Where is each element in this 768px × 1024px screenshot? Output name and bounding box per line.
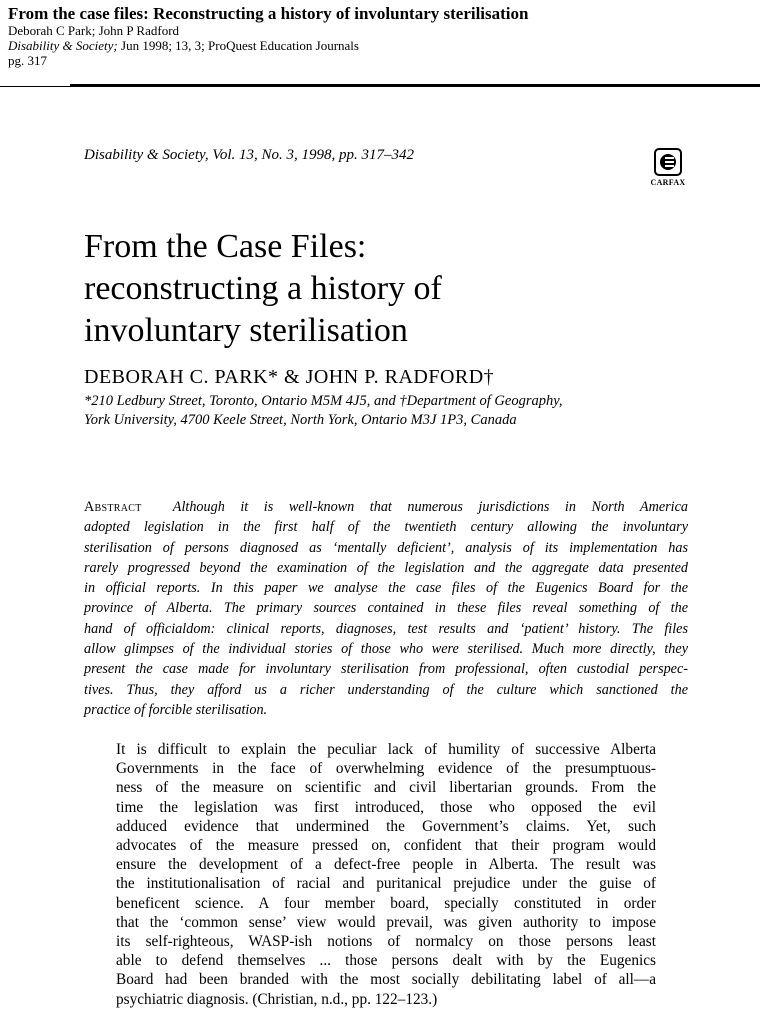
abstract-line-text: Although it is well-known that numerous jurisdictions in North America — [172, 499, 688, 515]
abstract — [84, 497, 688, 720]
header-rule-thin — [0, 86, 70, 87]
quote-line: its self-righteous, WASP-ish notions of normalcy on those persons least — [116, 933, 656, 951]
abstract-line: hand of officialdom: clinical reports, diagnoses, test results and ‘patient’ history. The files — [84, 620, 688, 637]
citation-authors: Deborah C Park; John P Radford — [8, 23, 180, 38]
citation-source-details: Jun 1998; 13, 3; ProQuest Education Journals — [117, 38, 359, 53]
quote-line: advocates of the measure pressed on, confident that their program would — [116, 837, 656, 855]
quote-line: beneficent science. A four member board, specially constituted in order — [116, 894, 656, 912]
article-title-line: From the Case Files: — [84, 228, 367, 265]
citation-header — [8, 4, 748, 68]
abstract-line: present the case made for involuntary sterilisation from professional, often custodial perspec- — [84, 661, 688, 678]
article-title-line: involuntary sterilisation — [84, 312, 408, 349]
citation-journal: Disability & Society; — [8, 38, 118, 53]
abstract-line: rarely progressed beyond the examination of the legislation and the aggregate data presented — [84, 559, 688, 576]
abstract-line — [84, 497, 688, 517]
author-affiliations — [84, 392, 562, 430]
quote-line: the institutionalisation of racial and puritanical prejudice under the guise of — [116, 875, 656, 893]
quote-line: psychiatric diagnosis. (Christian, n.d., pp. 122–123.) — [116, 990, 438, 1008]
affiliation-line: *210 Ledbury Street, Toronto, Ontario M5M 4J5, and †Department of Geography, — [84, 393, 563, 409]
abstract-line: sterilisation of persons diagnosed as ‘mentally deficient’, analysis of its implementation has — [84, 539, 688, 556]
journal-reference: Disability & Society, Vol. 13, No. 3, 1998, pp. 317–342 — [84, 147, 414, 163]
citation-page: pg. 317 — [8, 53, 47, 68]
quote-line: adduced evidence that undermined the Government’s claims. Yet, such — [116, 817, 656, 835]
citation-title: From the case files: Reconstructing a history of involuntary sterilisation — [8, 4, 529, 23]
article-authors: DEBORAH C. PARK* & JOHN P. RADFORD† — [84, 366, 495, 388]
quote-line: Board had been branded with the most socially debilitating label of all—a — [116, 971, 656, 989]
abstract-line: in official reports. In this paper we analyse the case files of the Eugenics Board for the — [84, 580, 688, 597]
article-title — [84, 226, 684, 352]
citation-source — [8, 38, 748, 53]
abstract-line: practice of forcible sterilisation. — [84, 701, 268, 718]
abstract-label: Abstract — [84, 499, 142, 515]
publisher-logo — [646, 148, 690, 187]
publisher-logo-label: CARFAX — [650, 178, 686, 187]
header-rule-thick — [70, 84, 760, 87]
quote-line: Governments in the face of overwhelming evidence of the presumptuous- — [116, 760, 656, 778]
quote-line: ensure the development of a defect-free people in Alberta. The result was — [116, 856, 656, 874]
quote-line: able to defend themselves ... those persons dealt with by the Eugenics — [116, 952, 656, 970]
quote-line: time the legislation was first introduced, those who opposed the evil — [116, 798, 656, 816]
abstract-line: tives. Thus, they afford us a richer understanding of the culture which sanctioned the — [84, 681, 688, 698]
abstract-line: adopted legislation in the first half of the twentieth century allowing the involuntary — [84, 519, 688, 536]
quote-line: It is difficult to explain the peculiar lack of humility of successive Alberta — [116, 741, 656, 758]
epigraph-quote — [116, 740, 656, 1009]
article-title-line: reconstructing a history of — [84, 270, 442, 307]
quote-line: that the ‘common sense’ view would prevail, was given authority to impose — [116, 913, 656, 931]
carfax-globe-icon — [654, 148, 682, 176]
affiliation-line: York University, 4700 Keele Street, North York, Ontario M3J 1P3, Canada — [84, 412, 517, 428]
quote-line: ness of the measure on scientific and civil libertarian grounds. From the — [116, 779, 656, 797]
abstract-line: province of Alberta. The primary sources contained in these files reveal something of the — [84, 600, 688, 617]
abstract-line: allow glimpses of the individual stories of those who were sterilised. Much more directly, they — [84, 641, 688, 658]
